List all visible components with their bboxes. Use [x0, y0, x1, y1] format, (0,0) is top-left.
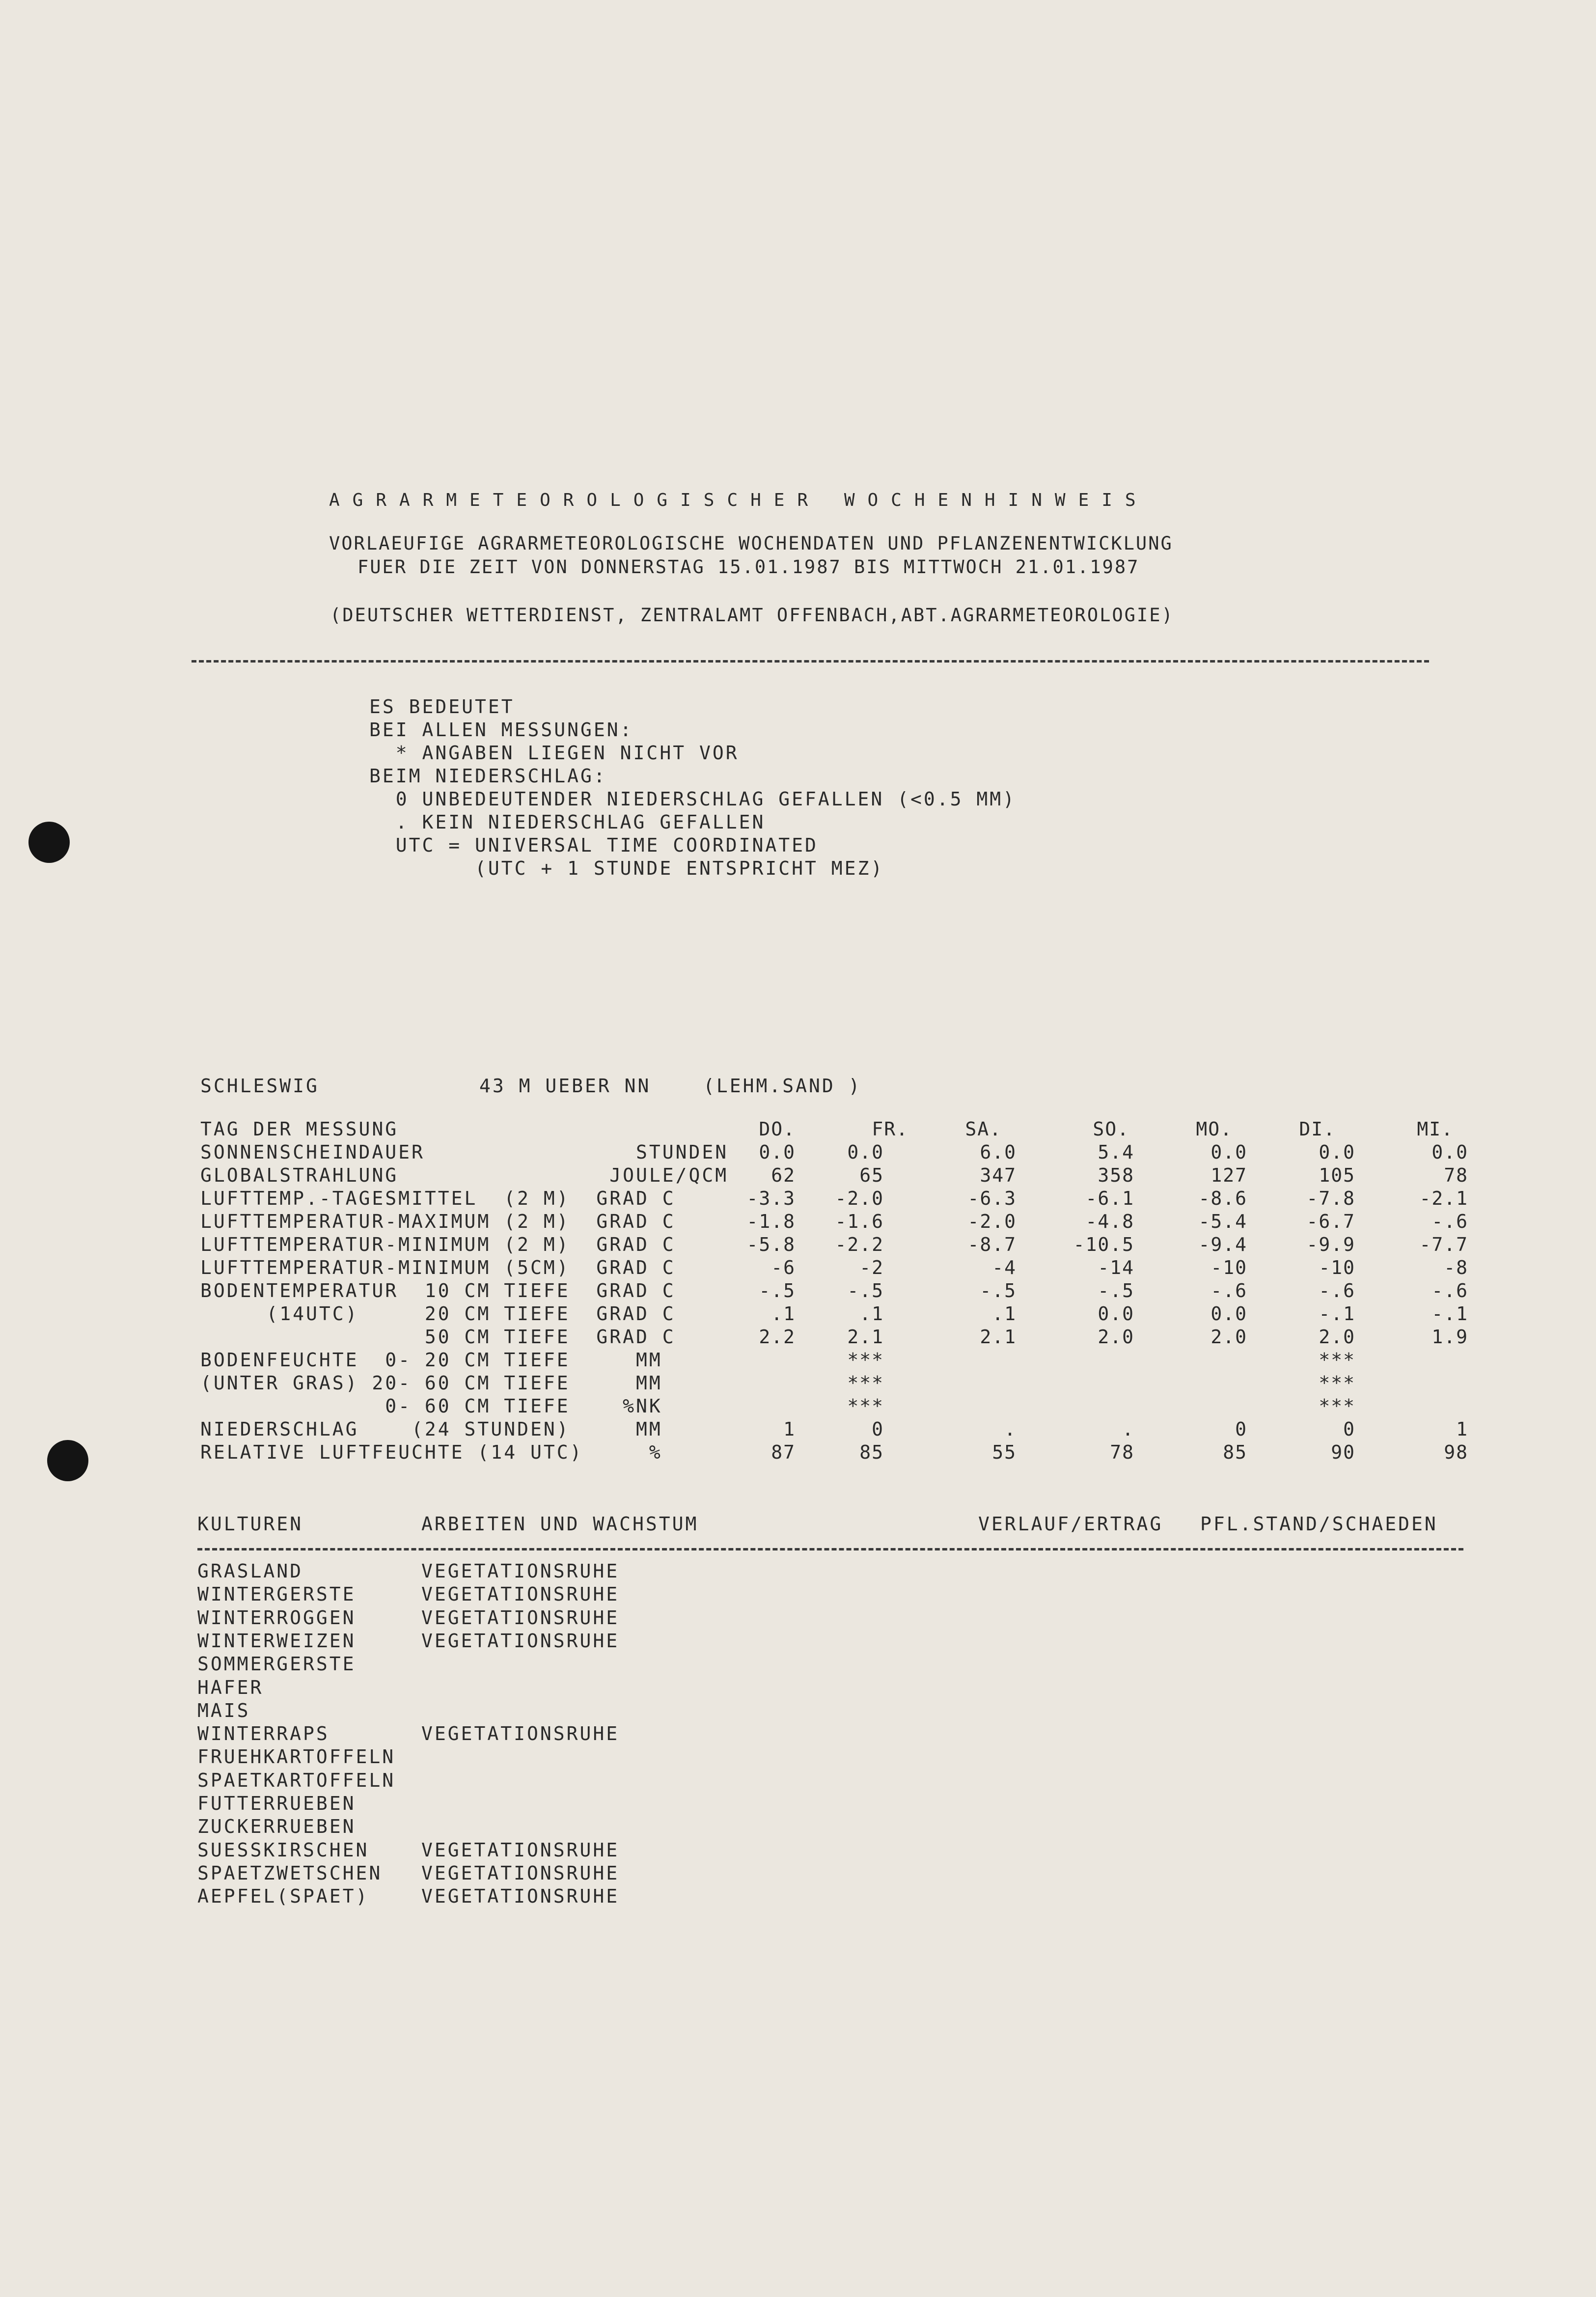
table-cell: 6.0 — [980, 1141, 1017, 1163]
table-cell: *** — [847, 1349, 884, 1371]
table-cell: 0.0 — [1431, 1141, 1468, 1163]
table-cell: . — [1122, 1418, 1134, 1440]
table-cell: 5.4 — [1098, 1141, 1134, 1163]
crop-status: VEGETATIONSRUHE — [421, 1606, 620, 1629]
table-cell: -6.3 — [967, 1188, 1017, 1209]
table-cell: -.6 — [1319, 1280, 1355, 1301]
crops-header-arbeiten: ARBEITEN UND WACHSTUM — [421, 1513, 699, 1535]
row-label: LUFTTEMP.-TAGESMITTEL (2 M) GRAD C — [200, 1188, 676, 1209]
crop-name: HAFER — [197, 1676, 264, 1698]
table-cell: -.5 — [759, 1280, 796, 1301]
table-cell: 2.0 — [1211, 1326, 1247, 1348]
crop-status: VEGETATIONSRUHE — [421, 1885, 620, 1908]
document-subtitle-2: FUER DIE ZEIT VON DONNERSTAG 15.01.1987 BIS MITTWOCH 21.01.1987 — [358, 556, 1140, 578]
table-cell: 78 — [1110, 1441, 1134, 1463]
table-cell: -.6 — [1431, 1280, 1468, 1301]
table-cell: -2.2 — [835, 1234, 884, 1255]
table-cell: 2.1 — [980, 1326, 1017, 1348]
day-header: SA. — [965, 1118, 1002, 1140]
table-cell: -6.1 — [1085, 1188, 1134, 1209]
crop-name: WINTERWEIZEN — [197, 1630, 356, 1652]
row-label: RELATIVE LUFTFEUCHTE (14 UTC) % — [200, 1441, 662, 1463]
table-cell: 105 — [1319, 1164, 1355, 1186]
crop-name: MAIS — [197, 1699, 250, 1721]
table-cell: -7.8 — [1306, 1188, 1355, 1209]
crop-name: SOMMERGERSTE — [197, 1653, 356, 1675]
table-cell: -9.9 — [1306, 1234, 1355, 1255]
crop-status: VEGETATIONSRUHE — [421, 1723, 620, 1745]
table-cell: -7.7 — [1419, 1234, 1468, 1255]
table-cell: 85 — [859, 1441, 884, 1463]
table-cell: -2 — [859, 1257, 884, 1278]
table-cell: .1 — [771, 1303, 796, 1325]
table-cell: -5.4 — [1198, 1211, 1247, 1232]
table-cell: -2.0 — [967, 1211, 1017, 1232]
day-header: MI. — [1417, 1118, 1454, 1140]
row-label: BODENTEMPERATUR 10 CM TIEFE GRAD C — [200, 1280, 676, 1301]
legend-line: . KEIN NIEDERSCHLAG GEFALLEN — [369, 811, 766, 833]
row-label: (14UTC) 20 CM TIEFE GRAD C — [200, 1303, 676, 1325]
table-cell: 127 — [1211, 1164, 1247, 1186]
legend-line: BEIM NIEDERSCHLAG: — [369, 765, 607, 787]
table-cell: -.6 — [1431, 1211, 1468, 1232]
table-cell: -5.8 — [746, 1234, 796, 1255]
table-cell: -.6 — [1211, 1280, 1247, 1301]
crop-name: SPAETKARTOFFELN — [197, 1769, 396, 1791]
table-cell: -6.7 — [1306, 1211, 1355, 1232]
table-cell: -9.4 — [1198, 1234, 1247, 1255]
day-header: MO. — [1196, 1118, 1233, 1140]
table-cell: 0.0 — [1211, 1141, 1247, 1163]
crop-name: WINTERROGGEN — [197, 1606, 356, 1629]
row-label: LUFTTEMPERATUR-MINIMUM (2 M) GRAD C — [200, 1234, 676, 1255]
table-cell: -8 — [1444, 1257, 1468, 1278]
crop-status: VEGETATIONSRUHE — [421, 1560, 620, 1582]
legend-line: ES BEDEUTET — [369, 696, 515, 718]
table-cell: *** — [1319, 1349, 1355, 1371]
station-name: SCHLESWIG — [200, 1075, 319, 1097]
table-cell: -10.5 — [1073, 1234, 1134, 1255]
crop-status: VEGETATIONSRUHE — [421, 1862, 620, 1884]
table-cell: 2.2 — [759, 1326, 796, 1348]
legend-line: UTC = UNIVERSAL TIME COORDINATED — [369, 834, 818, 856]
row-label: BODENFEUCHTE 0- 20 CM TIEFE MM — [200, 1349, 662, 1371]
day-header: FR. — [872, 1118, 908, 1140]
table-cell: -.1 — [1431, 1303, 1468, 1325]
crop-name: FUTTERRUEBEN — [197, 1793, 356, 1814]
crops-header-verlauf: VERLAUF/ERTRAG — [978, 1513, 1163, 1535]
table-cell: 62 — [771, 1164, 796, 1186]
table-cell: 87 — [771, 1441, 796, 1463]
table-cell: . — [1004, 1418, 1017, 1440]
table-cell: 0 — [1343, 1418, 1355, 1440]
table-cell: 347 — [980, 1164, 1017, 1186]
crop-name: WINTERGERSTE — [197, 1583, 356, 1605]
table-cell: -3.3 — [746, 1188, 796, 1209]
day-header: DO. — [759, 1118, 796, 1140]
table-cell: 1.9 — [1431, 1326, 1468, 1348]
table-cell: .1 — [992, 1303, 1017, 1325]
station-soil: (LEHM.SAND ) — [703, 1075, 862, 1097]
table-cell: *** — [847, 1395, 884, 1417]
legend-line: * ANGABEN LIEGEN NICHT VOR — [369, 742, 739, 764]
table-cell: -6 — [771, 1257, 796, 1278]
row-label: (UNTER GRAS) 20- 60 CM TIEFE MM — [200, 1372, 662, 1394]
table-cell: -4 — [992, 1257, 1017, 1278]
table-cell: 85 — [1223, 1441, 1247, 1463]
table-cell: -8.7 — [967, 1234, 1017, 1255]
table-cell: 0.0 — [1211, 1303, 1247, 1325]
table-cell: 0.0 — [1098, 1303, 1134, 1325]
table-cell: 0.0 — [759, 1141, 796, 1163]
table-cell: -1.8 — [746, 1211, 796, 1232]
crop-status: VEGETATIONSRUHE — [421, 1839, 620, 1861]
table-cell: *** — [847, 1372, 884, 1394]
table-cell: -.1 — [1319, 1303, 1355, 1325]
legend-line: BEI ALLEN MESSUNGEN: — [369, 719, 633, 741]
table-cell: 0.0 — [847, 1141, 884, 1163]
table-cell: -.5 — [847, 1280, 884, 1301]
row-label: SONNENSCHEINDAUER STUNDEN — [200, 1141, 729, 1163]
table-cell: -2.0 — [835, 1188, 884, 1209]
crop-name: SPAETZWETSCHEN — [197, 1862, 383, 1884]
crops-header-kulturen: KULTUREN — [197, 1513, 303, 1535]
table-cell: 0 — [872, 1418, 884, 1440]
row-label: GLOBALSTRAHLUNG JOULE/QCM — [200, 1164, 729, 1186]
table-cell: -4.8 — [1085, 1211, 1134, 1232]
day-header: SO. — [1093, 1118, 1129, 1140]
crop-status: VEGETATIONSRUHE — [421, 1583, 620, 1605]
table-cell: -.5 — [1098, 1280, 1134, 1301]
row-label: 0- 60 CM TIEFE %NK — [200, 1395, 662, 1417]
table-cell: 90 — [1331, 1441, 1355, 1463]
table-cell: 98 — [1444, 1441, 1468, 1463]
table-cell: 358 — [1098, 1164, 1134, 1186]
row-label: LUFTTEMPERATUR-MAXIMUM (2 M) GRAD C — [200, 1211, 676, 1232]
crops-header-stand: PFL.STAND/SCHAEDEN — [1200, 1513, 1438, 1535]
row-label: 50 CM TIEFE GRAD C — [200, 1326, 676, 1348]
document-title: AGRARMETEOROLOGISCHER WOCHENHINWEIS — [329, 490, 1149, 510]
crops-divider — [197, 1548, 1463, 1550]
table-cell: -2.1 — [1419, 1188, 1468, 1209]
day-header: DI. — [1299, 1118, 1336, 1140]
document-source: (DEUTSCHER WETTERDIENST, ZENTRALAMT OFFENBACH,ABT.AGRARMETEOROLOGIE) — [330, 605, 1174, 626]
table-cell: 78 — [1444, 1164, 1468, 1186]
document-subtitle-1: VORLAEUFIGE AGRARMETEOROLOGISCHE WOCHENDATEN UND PFLANZENENTWICKLUNG — [329, 533, 1173, 554]
crop-name: ZUCKERRUEBEN — [197, 1816, 356, 1838]
row-label: NIEDERSCHLAG (24 STUNDEN) MM — [200, 1418, 662, 1440]
legend-line: (UTC + 1 STUNDE ENTSPRICHT MEZ) — [369, 858, 884, 879]
table-cell: 2.0 — [1098, 1326, 1134, 1348]
table-cell: -1.6 — [835, 1211, 884, 1232]
table-cell: -8.6 — [1198, 1188, 1247, 1209]
table-cell: 1 — [783, 1418, 796, 1440]
crop-name: SUESSKIRSCHEN — [197, 1839, 369, 1861]
table-cell: 55 — [992, 1441, 1017, 1463]
crop-name: FRUEHKARTOFFELN — [197, 1746, 396, 1768]
table-cell: -14 — [1098, 1257, 1134, 1278]
crop-name: GRASLAND — [197, 1560, 303, 1582]
table-cell: 2.1 — [847, 1326, 884, 1348]
header-divider — [192, 660, 1429, 663]
table-cell: 65 — [859, 1164, 884, 1186]
legend-line: 0 UNBEDEUTENDER NIEDERSCHLAG GEFALLEN (<0.5 MM) — [369, 788, 1017, 810]
table-cell: 1 — [1456, 1418, 1468, 1440]
table-cell: 0 — [1235, 1418, 1247, 1440]
station-elevation: 43 M UEBER NN — [479, 1075, 651, 1097]
table-cell: .1 — [859, 1303, 884, 1325]
table-cell: -.5 — [980, 1280, 1017, 1301]
crop-status: VEGETATIONSRUHE — [421, 1630, 620, 1652]
row-label: LUFTTEMPERATUR-MINIMUM (5CM) GRAD C — [200, 1257, 676, 1278]
table-cell: -10 — [1211, 1257, 1247, 1278]
punch-hole-top — [28, 822, 70, 863]
crop-name: AEPFEL(SPAET) — [197, 1885, 369, 1908]
table-cell: *** — [1319, 1395, 1355, 1417]
table-cell: 2.0 — [1319, 1326, 1355, 1348]
punch-hole-bottom — [47, 1440, 88, 1481]
table-cell: -10 — [1319, 1257, 1355, 1278]
crop-name: WINTERRAPS — [197, 1723, 330, 1745]
table-cell: 0.0 — [1319, 1141, 1355, 1163]
table-cell: *** — [1319, 1372, 1355, 1394]
row-label: TAG DER MESSUNG — [200, 1118, 399, 1140]
